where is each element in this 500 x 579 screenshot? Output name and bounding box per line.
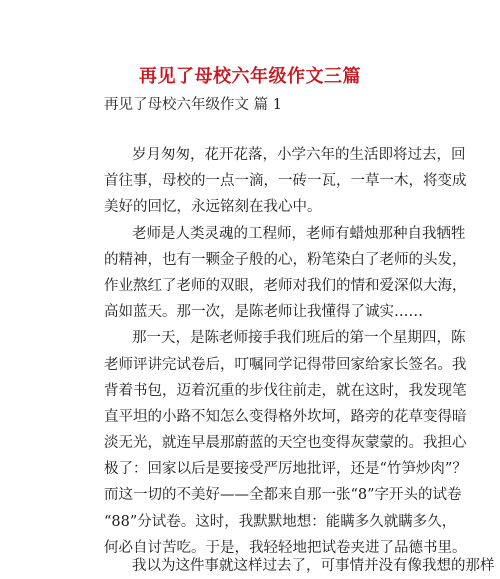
essay-subtitle: 再见了母校六年级作文 篇 1	[104, 97, 282, 113]
text-line: 背着书包，迈着沉重的步伐往前走，就在这时，我发现笔	[104, 382, 467, 399]
text-line: 直平坦的小路不知怎么变得格外坎坷，路旁的花草变得暗	[104, 408, 467, 425]
text-line: 那一天，是陈老师接手我们班后的第一个星期四，陈	[132, 330, 466, 347]
cut-off-line	[104, 553, 495, 574]
text-line: 何必自讨苦吃。于是，我轻轻地把试卷夹进了品德书里。	[104, 539, 467, 556]
text-line: 我以为这件事就这样过去了，可事情并没有像我想的那样	[132, 558, 495, 574]
text-line: 而这一切的不美好——全都来自那一张“8”字开头的试卷	[104, 487, 462, 504]
text-line: 极了：回家以后是要接受严厉地批评，还是“竹笋炒肉”？	[104, 461, 467, 478]
text-line: 岁月匆匆，花开花落，小学六年的生活即将过去，回	[132, 147, 466, 163]
text-line: 淡无光，就连早晨那蔚蓝的天空也变得灰蒙蒙的。我担心	[104, 435, 467, 452]
document-title: 再见了母校六年级作文三篇	[139, 66, 361, 87]
text-line: 的精神，也有一颗金子般的心，粉笔染白了老师的头发，	[104, 251, 467, 268]
text-line: 高如蓝天。那一次，是陈老师让我懂得了诚实……	[104, 304, 423, 321]
text-line: 作业熬红了老师的双眼，老师对我们的情和爱深似大海，	[104, 277, 467, 294]
text-line: “88”分试卷。这时，我默默地想：能瞒多久就瞒多久，	[104, 513, 457, 530]
text-line: 老师评讲完试卷后，叮嘱同学记得带回家给家长签名。我	[104, 356, 467, 373]
essay-body	[104, 142, 467, 561]
text-line: 首往事，母校的一点一滴，一砖一瓦，一草一木，将变成	[104, 173, 467, 190]
text-line: 美好的回忆，永远铭刻在我心中。	[104, 199, 322, 216]
text-line: 老师是人类灵魂的工程师，老师有蜡烛那种自我牺牲	[132, 225, 466, 242]
